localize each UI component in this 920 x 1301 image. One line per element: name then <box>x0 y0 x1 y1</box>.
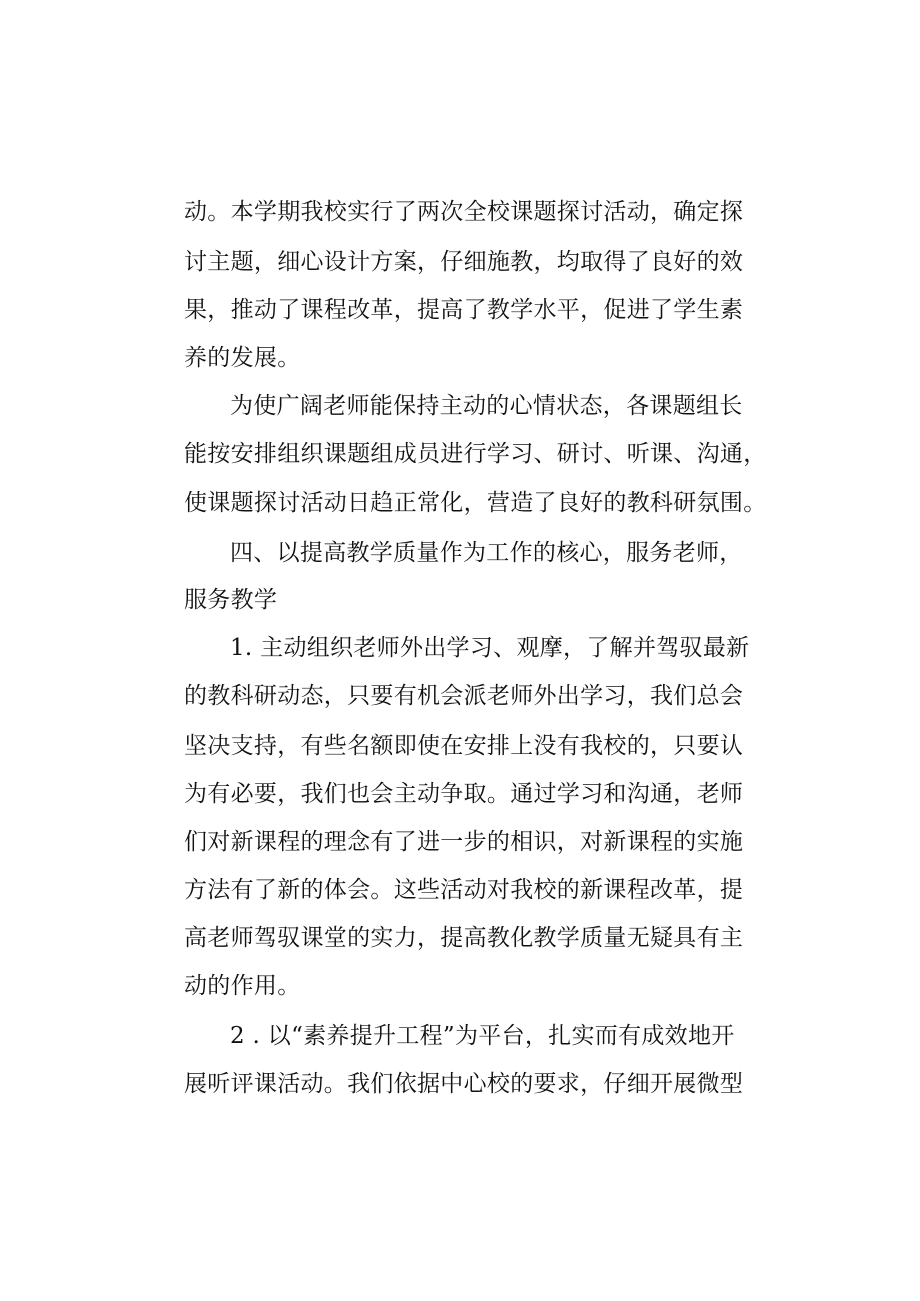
text-line: 使课题探讨活动日趋正常化，营造了良好的教科研氛围。 <box>184 490 767 516</box>
text-line: 1. 主动组织老师外出学习、观摩，了解并驾驭最新 <box>230 635 750 661</box>
text-line: 能按安排组织课题组成员进行学习、研讨、听课、沟通， <box>184 441 767 467</box>
text-line: 讨主题，细心设计方案，仔细施教，均取得了良好的效 <box>184 249 744 275</box>
text-line: 方法有了新的体会。这些活动对我校的新课程改革，提 <box>184 877 744 903</box>
text-line: 动的作用。 <box>184 973 301 999</box>
text-line: 为使广阔老师能保持主动的心情状态，各课题组长 <box>230 393 743 419</box>
text-line: 展听评课活动。我们依据中心校的要求，仔细开展微型 <box>184 1071 744 1097</box>
text-line: 坚决支持，有些名额即使在安排上没有我校的，只要认 <box>184 733 744 759</box>
text-line: 为有必要，我们也会主动争取。通过学习和沟通，老师 <box>184 781 744 807</box>
text-line: 们对新课程的理念有了进一步的相识，对新课程的实施 <box>184 829 744 855</box>
section-heading: 四、以提高教学质量作为工作的核心，服务老师， <box>230 540 743 566</box>
text-line: 果，推动了课程改革，提高了教学水平，促进了学生素 <box>184 297 744 323</box>
text-line: 高老师驾驭课堂的实力，提高教化教学质量无疑具有主 <box>184 925 744 951</box>
section-heading: 服务教学 <box>184 587 278 613</box>
text-line: 动。本学期我校实行了两次全校课题探讨活动，确定探 <box>184 199 744 225</box>
text-line: 养的发展。 <box>184 345 301 371</box>
text-line: 的教科研动态，只要有机会派老师外出学习，我们总会 <box>184 683 744 709</box>
text-line: 2 . 以“素养提升工程”为平台，扎实而有成效地开 <box>230 1023 735 1049</box>
